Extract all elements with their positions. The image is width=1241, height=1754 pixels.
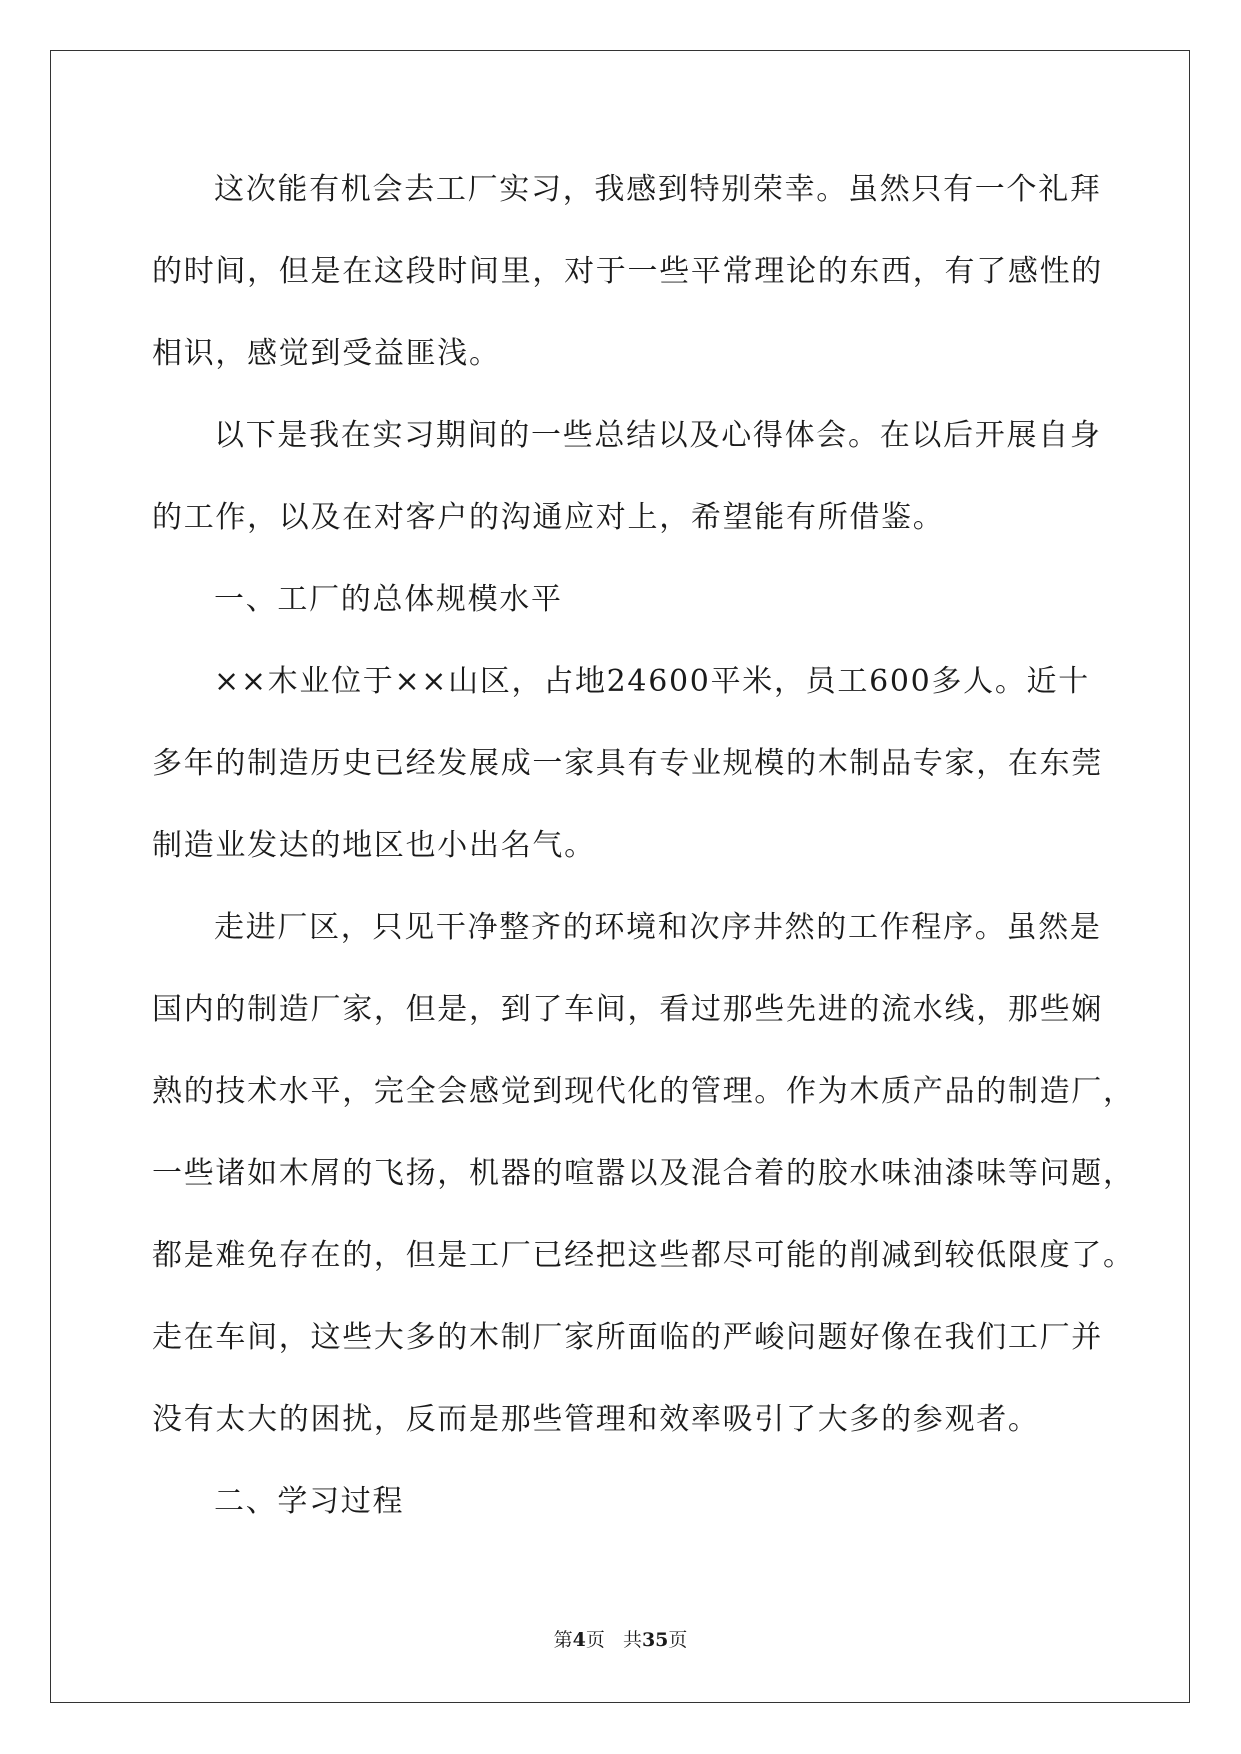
paragraph-4-line-7: 没有太大的困扰，反而是那些管理和效率吸引了大多的参观者。 (152, 1402, 1040, 1437)
paragraph-3-line-2: 多年的制造历史已经发展成一家具有专业规模的木制品专家，在东莞 (152, 746, 1103, 781)
page-border (50, 50, 1190, 1703)
paragraph-2-line-1: 以下是我在实习期间的一些总结以及心得体会。在以后开展自身 (214, 418, 1102, 453)
total-page-number: 35 (641, 1629, 669, 1651)
paragraph-4-line-5: 都是难免存在的，但是工厂已经把这些都尽可能的削减到较低限度了。 (152, 1238, 1135, 1273)
section-heading-1: 一、工厂的总体规模水平 (214, 582, 563, 617)
paragraph-4-line-3: 熟的技术水平，完全会感觉到现代化的管理。作为木质产品的制造厂， (152, 1074, 1135, 1109)
paragraph-1-line-1: 这次能有机会去工厂实习，我感到特别荣幸。虽然只有一个礼拜 (214, 172, 1102, 207)
paragraph-1-line-2: 的时间，但是在这段时间里，对于一些平常理论的东西，有了感性的 (152, 254, 1103, 289)
footer-prefix: 第 (553, 1629, 573, 1651)
section-heading-2: 二、学习过程 (214, 1484, 405, 1519)
paragraph-4-line-4: 一些诸如木屑的飞扬，机器的喧嚣以及混合着的胶水味油漆味等问题， (152, 1156, 1135, 1191)
current-page-number: 4 (572, 1629, 586, 1651)
paragraph-1-line-3: 相识，感觉到受益匪浅。 (152, 336, 501, 371)
paragraph-2-line-2: 的工作，以及在对客户的沟通应对上，希望能有所借鉴。 (152, 500, 945, 535)
paragraph-3-line-3: 制造业发达的地区也小出名气。 (152, 828, 596, 863)
footer-middle: 页 共 (585, 1629, 642, 1651)
page-footer (0, 1628, 1241, 1652)
footer-suffix: 页 (668, 1629, 688, 1651)
paragraph-4-line-1: 走进厂区，只见干净整齐的环境和次序井然的工作程序。虽然是 (214, 910, 1102, 945)
paragraph-4-line-6: 走在车间，这些大多的木制厂家所面临的严峻问题好像在我们工厂并 (152, 1320, 1103, 1355)
paragraph-4-line-2: 国内的制造厂家，但是，到了车间，看过那些先进的流水线，那些娴 (152, 992, 1103, 1027)
paragraph-3-line-1: ××木业位于××山区，占地24600平米，员工600多人。近十 (214, 664, 1090, 699)
